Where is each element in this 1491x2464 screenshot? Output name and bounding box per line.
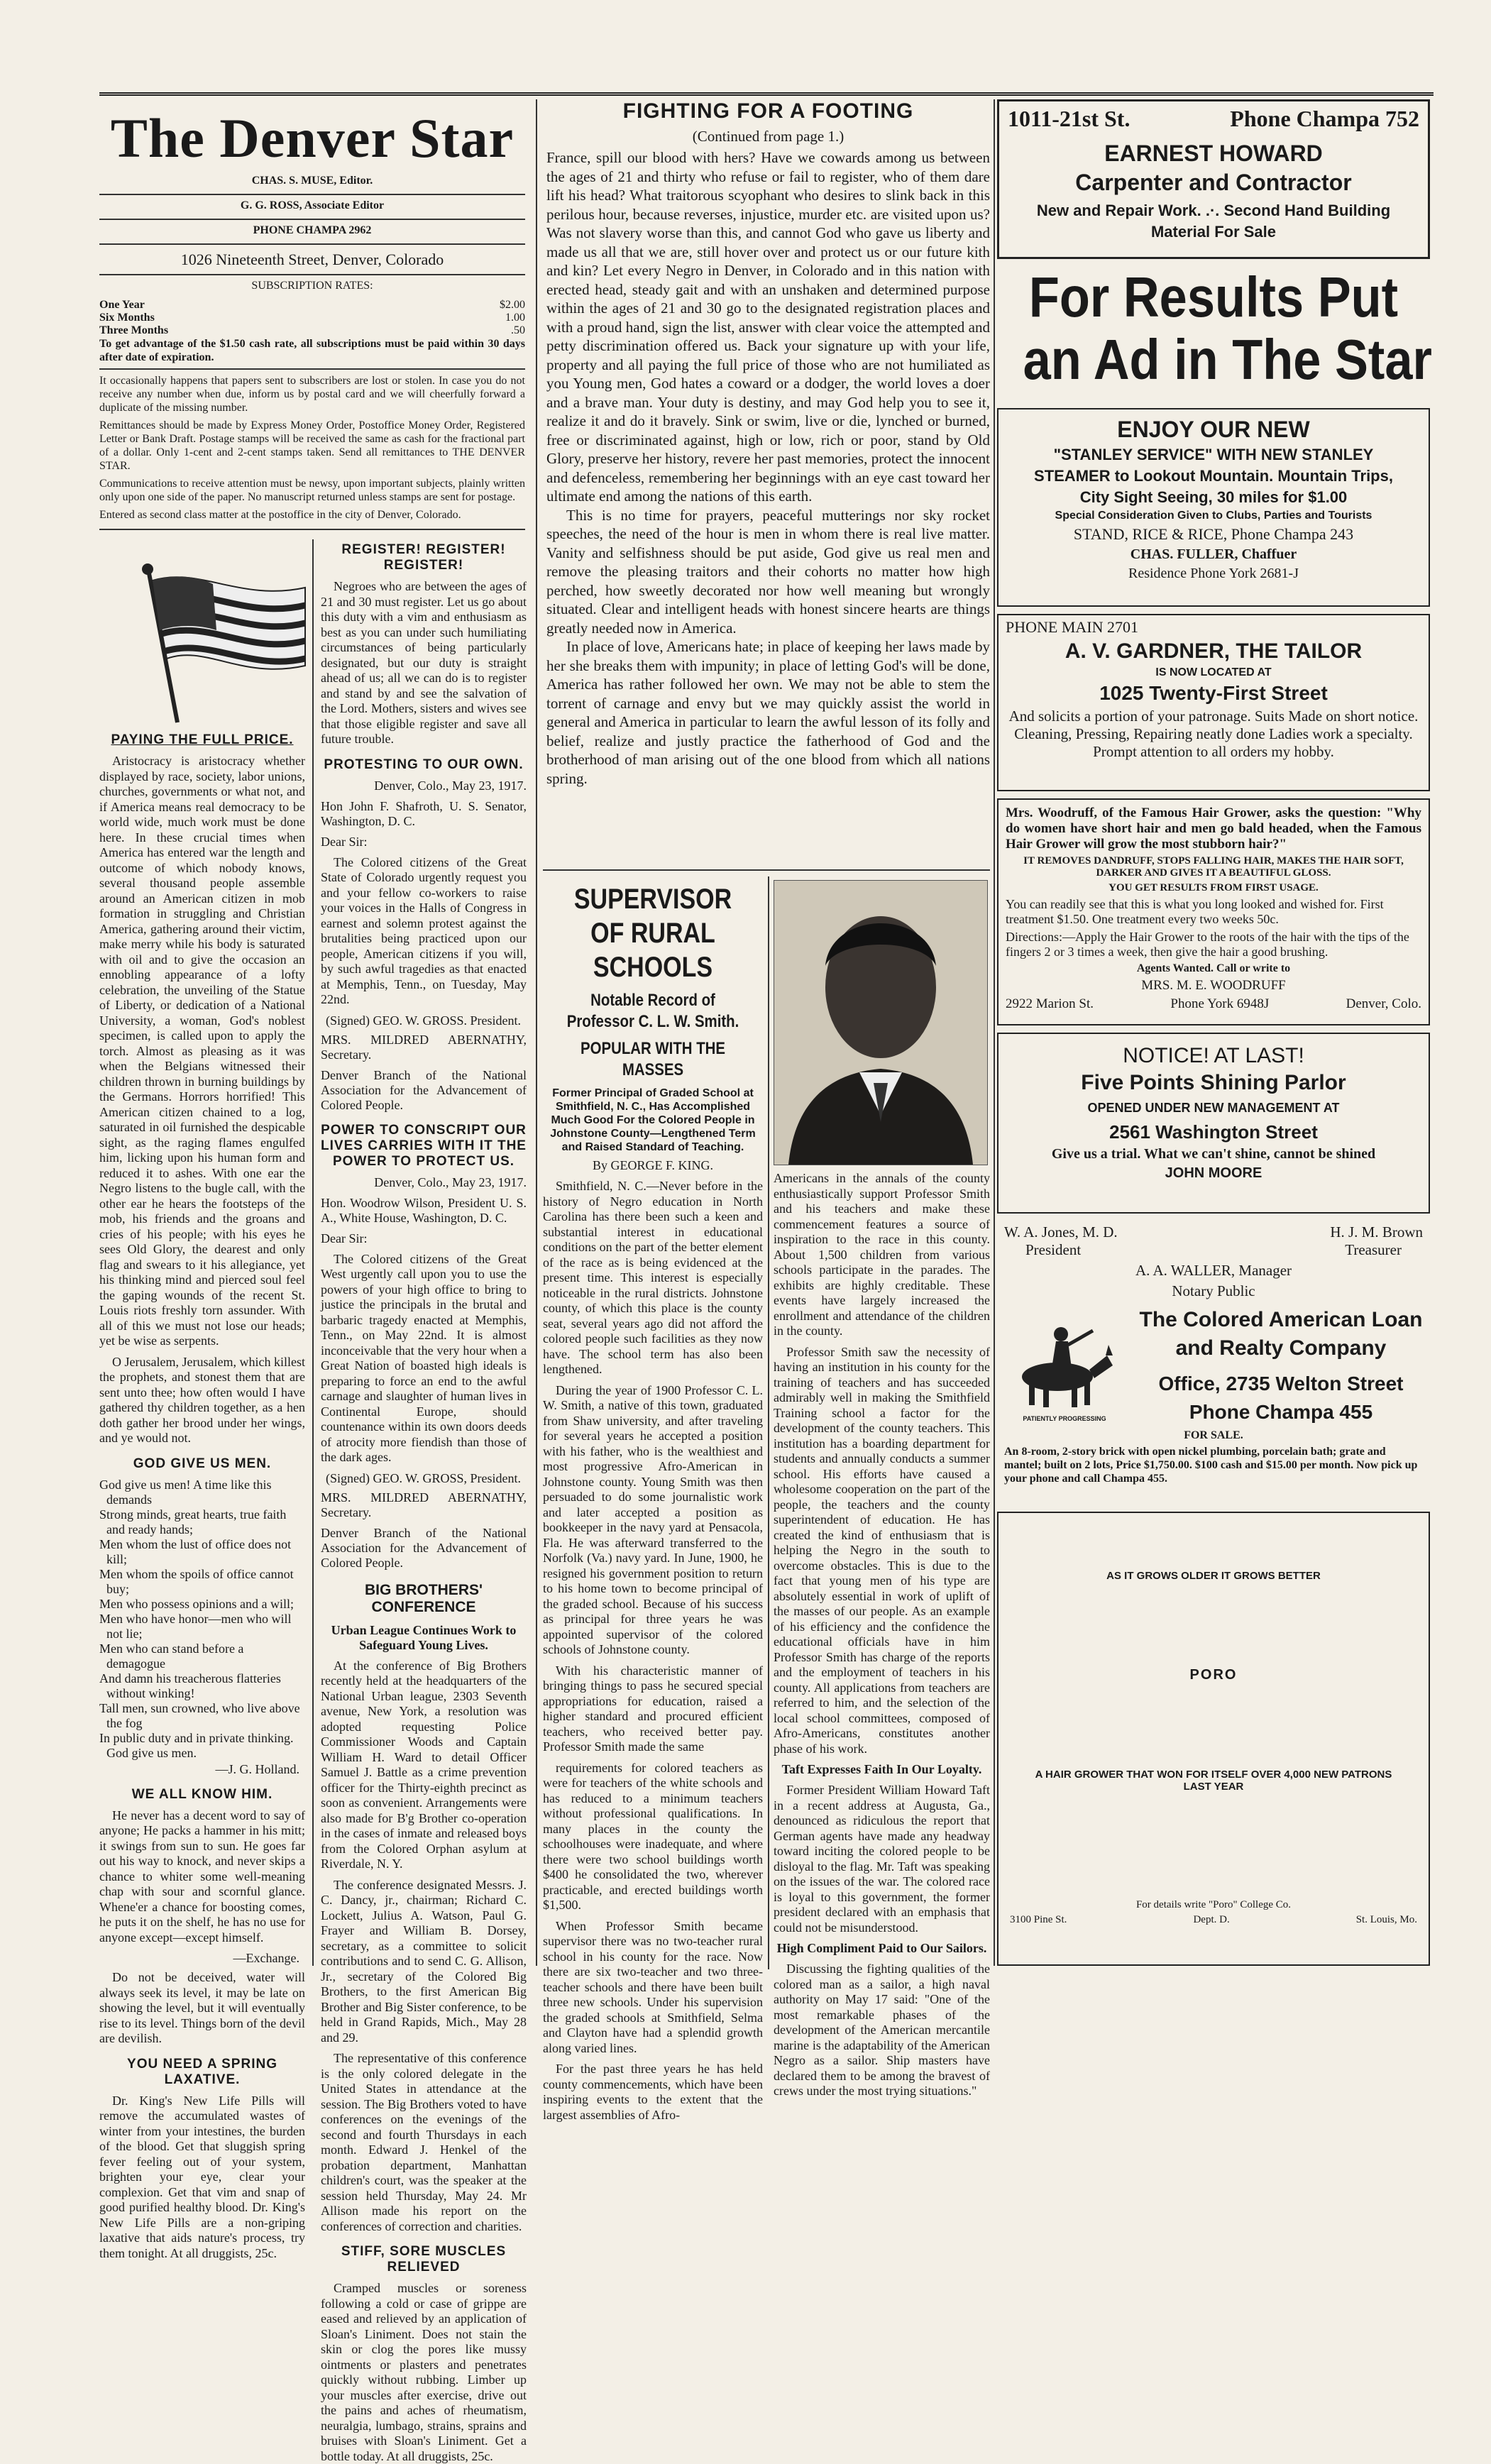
loan-company-1: The Colored American Loan <box>1139 1308 1423 1331</box>
power-title: POWER TO CONSCRIPT OUR LIVES CARRIES WITH IT THE POWER TO PROTECT US. <box>321 1122 527 1169</box>
big-brothers-body-2: The conference designated Messrs. J. C. Dancy, jr., chairman; Richard C. Lockett, Julius A. Watson, Paul G. Frayer and William B. Dorsey, secretary, as a committee to solicit contributions and to send C. G. Allison, Jr., secretary of the Colored Big Brothers, to the first American Big Brother and Big Sister conference, to be held in Grand Rapids, Mich., May 28 and 29. <box>321 1877 527 2045</box>
loan-logo <box>997 1306 1132 1426</box>
protest-secretary: MRS. MILDRED ABERNATHY, Secretary. <box>321 1032 527 1062</box>
woodruff-removes: IT REMOVES DANDRUFF, STOPS FALLING HAIR, MAKES THE HAIR SOFT, DARKER AND GIVES IT A BEAUTIFUL GLOSS. <box>1023 855 1404 879</box>
howard-phone: Phone Champa 752 <box>1230 106 1419 131</box>
column-2 <box>321 539 527 2463</box>
subscription-heading: SUBSCRIPTION RATES: <box>251 280 373 292</box>
sailor-body: Discussing the fighting qualities of the colored man as a sailor, a high naval authority on May 17 said: "One of the most remarkable phases of the development of the American mercantile marine is the adaptability of the American Negro as a sailor. Ship masters have declared them to be among the bravest of crews under the most trying situations." <box>774 1962 990 2098</box>
rate-row: Three Months .50 <box>99 324 525 336</box>
fighting-article <box>546 99 990 866</box>
god-title: GOD GIVE US MEN. <box>133 1456 272 1471</box>
power-salutation: Dear Sir: <box>321 1231 368 1245</box>
woodruff-ad <box>997 798 1430 1025</box>
portrait-photo <box>774 880 988 1165</box>
protest-recipient: Hon John F. Shafroth, U. S. Senator, Washington, D. C. <box>321 798 527 828</box>
supervisor-paragraph-3: With his characteristic manner of bringing things to pass he secured special appropriations for education, raised a higher standard and procured efficient teachers, who received better pay. Professor Smith made the same <box>543 1663 763 1754</box>
protest-date: Denver, Colo., May 23, 1917. <box>374 778 527 793</box>
loan-company-2: and Realty Company <box>1175 1336 1387 1360</box>
woodruff-name: MRS. M. E. WOODRUFF <box>1141 978 1286 993</box>
column-1 <box>99 539 305 2260</box>
supervisor-paragraph-1: Smithfield, N. C.—Never before in the history of Negro education in North Carolina has there been such a keen and substantial interest in educational conditions on the part of the better element of the race as is being evidenced at the present time. This interest is especially noticeable in the rural districts. Johnstone county, of which this place is the county seat, several years ago did not afford the colored people such facilities as they now have. The school term has also been lengthened. <box>543 1179 763 1376</box>
protest-title: PROTESTING TO OUR OWN. <box>324 757 524 772</box>
stanley-line-4: City Sight Seeing, 30 miles for $1.00 <box>1079 488 1348 506</box>
protest-salutation: Dear Sir: <box>321 834 368 849</box>
woodruff-directions: Directions:—Apply the Hair Grower to the roots of the hair with the tips of the fingers 2 or 3 times a week, then give the hair a good brushing. <box>1006 930 1409 959</box>
poro-name: PORO <box>1189 1667 1238 1683</box>
poro-details: For details write "Poro" College Co. <box>1135 1899 1292 1910</box>
poro-dept: Dept. D. <box>1193 1914 1230 1925</box>
cash-note: To get advantage of the $1.50 cash rate, all subscriptions must be paid within 30 days after date of expiration. <box>99 338 525 363</box>
supervisor-paragraph-2: During the year of 1900 Professor C. L. W. Smith, a native of this town, graduated from Shaw university, and after traveling for several years he accepted a position with his father, who is the wealthiest and most progressive Afro-American in Johnstone county. Young Smith was then persuaded to do some journalistic work and later accepted a position as bookkeeper in the navy yard at Pensacola, Fla. He was afterward transferred to the Norfolk (Va.) navy yard. In June, 1900, he resigned his government position to return to his home town to become principal of the graded school. Because of his success as principal for three years he was appointed supervisor of the colored schools of Johnstone county. <box>543 1382 763 1656</box>
column-divider <box>312 539 314 1966</box>
gardner-phone: PHONE MAIN 2701 <box>1006 618 1138 636</box>
loan-treasurer-title: Treasurer <box>1345 1241 1402 1258</box>
howard-address: 1011-21st St. <box>1008 106 1130 131</box>
loan-president-title: President <box>1025 1241 1082 1258</box>
supervisor-paragraph-6: For the past three years he has held county commencements, which have been inspiring events to the extent that the largest assemblies of Afro- <box>543 2062 763 2122</box>
stanley-ad <box>997 408 1430 607</box>
notice-communications: Communications to receive attention must be newsy, upon important subjects, plainly written only upon one side of the paper. No manuscript returned unless stamps are sent for postage. <box>99 478 525 503</box>
power-signature: (Signed) GEO. W. GROSS, President. <box>325 1470 521 1485</box>
know-body-2: Do not be deceived, water will always seek its level, it may be late on showing the level, but it will eventually rise to its level. Things born of the devil are devilish. <box>99 1970 305 2045</box>
associate-line: G. G. ROSS, Associate Editor <box>240 199 385 211</box>
loan-office: Office, 2735 Welton Street <box>1158 1373 1404 1395</box>
notice-remittance: Remittances should be made by Express Money Order, Postoffice Money Order, Registered Letter or Bank Draft. Postage stamps will be received the same as cash for the fractional part of a dollar. Only 1-cent and 2-cent stamps taken. Send all remittances to THE DENVER STAR. <box>99 419 525 472</box>
parlor-owner: JOHN MOORE <box>1165 1165 1262 1181</box>
masthead-block <box>99 99 525 525</box>
parlor-address: 2561 Washington Street <box>1109 1121 1318 1143</box>
gardner-body: And solicits a portion of your patronage. Suits Made on short notice. Cleaning, Pressing, Repairing neatly done Ladies work a specialty. Prompt attention to all orders my hobby. <box>1008 708 1419 760</box>
address-line: 1026 Nineteenth Street, Denver, Colorado <box>180 251 444 268</box>
mule-rider-icon <box>1001 1306 1128 1412</box>
loan-notary: Notary Public <box>1172 1282 1255 1299</box>
loan-motto: PATIENTLY PROGRESSING <box>1023 1415 1106 1422</box>
notice-lost: It occasionally happens that papers sent to subscribers are lost or stolen. In case you do not receive any number when due, inform us by postal card and we will cheerfully forward a duplicate of the missing number. <box>99 375 525 414</box>
supervisor-paragraph-7: Americans in the annals of the county enthusiastically support Professor Smith and his teachers and make these commencement features a source of inspiration to the race in this county. About 1,500 children from various schools participate in the parades. The exhibits are highly creditable. These events have largely increased the enrollment and attendance of the children in the county. <box>774 1171 990 1338</box>
column-divider <box>994 99 995 1966</box>
fighting-paragraph-2: This is no time for prayers, peaceful mutterings nor sky rocket speeches, the need of the hour is men in whom there is real live matter. Vanity and selfishness should be put aside, God give us real men and remove the pleasing traitors and their cohorts no matter how high perched, how sweetly decorated nor how well meaning but wrongly situated. Clear and intelligent heads with honest sincere hearts are things greatly needed now in America. <box>546 506 990 637</box>
howard-name: EARNEST HOWARD <box>1104 141 1323 166</box>
paying-title: PAYING THE FULL PRICE. <box>111 732 294 747</box>
register-body: Negroes who are between the ages of 21 and 30 must register. Let us go about this duty with a vim and enthusiasm as best as you can under such humiliating circumstances of being particularly designated, but our duty is straight ahead of us; all we can do is to register and stand by and see the salvation of the Lord. Mothers, sisters and wives see that those eligible register and save all future trouble. <box>321 579 527 746</box>
gardner-ad <box>997 614 1430 791</box>
stanley-line-2: "STANLEY SERVICE" WITH NEW STANLEY <box>1053 446 1374 463</box>
fighting-paragraph-1: France, spill our blood with hers? Have we cowards among us between the ages of 21 and thirty who refuse or fail to register, who of them dare lift his head? What traitorous scyophant who desires to slink back in this perilous hour, because reverses, injustice, murder etc. are visited upon us? Was not slavery worse than this, and cannot God who gave us liberty and made us all that we are, still hover over and protect us or our future kith and kin? Let every Negro in Denver, in Colorado and in this nation with erected head, steady gait and with an unshaken and determined purpose within the ages of 21 and 30 go to the designated registration places and with a proud hand, sign the list, answer with clear voice the attempted and petty discrimination offered us. Back your signature up with your life, property and all paying the full price of those who are not humiliated as you Young men, God hates a coward or a dodger, the world loves a doer and a brave man. Your duty is destiny, and may God help you to see it, realize it and do it bravely. Sink or swim, live or die, lynched or burned, free or discriminated against, high or low, rich or poor, stand by Old Glory, preserve her history, revere her past memories, protect the innocent and defenceless, remembering her beginnings with an eye cast toward her ultimate end among the nations of this earth. <box>546 149 990 505</box>
woodruff-street: 2922 Marion St. <box>1006 996 1094 1011</box>
rate-row: Six Months 1.00 <box>99 312 525 324</box>
fighting-continued: (Continued from page 1.) <box>692 128 844 145</box>
howard-line-2: Material For Sale <box>1150 223 1277 241</box>
paying-body: Aristocracy is aristocracy whether displayed by race, society, labor unions, churches, governments or what not, and if America means real democracy to be world wide, much work must be done here. In these crucial times when America has entered war the length and outcome of which nobody knows, several thousand people assemble around an American citizen in mob formation in struggling and Christian America, gathering around their victim, make merry while his body is saturated with oil and to give the occasion an ennobling appearance of a lofty celebration, the unveiling of the Statue of Liberty, or dedication of a National University, a woman, God's noblest specimen, is called upon to apply the torch. Almost as pleasing as it was when the Belgians witnessed their children thrown in burning buildings by the Germans. Horrors horrified! This American citizen chained to a log, saturated in oil furnished the despicable sight, as the raging flames engulfed him, licking upon his human form and reduced it to ashes. With one ear the Negro listens to the bugle call, with the other ear he hears the footsteps of the mob, his friends and the groans and cries of his people; with his eyes he sees Old Glory, the dearest and only flag and swears to it his allegiance, yet his thinking mind and pierced soul feel the gaping wounds of the recent St. Louis riots freshly torn assunder. With all of this we must not lose our heads; yet be wise as serpents. <box>99 754 305 1348</box>
column-divider <box>768 876 769 1969</box>
stiff-muscles-title: STIFF, SORE MUSCLES RELIEVED <box>341 2244 507 2275</box>
big-brothers-body: At the conference of Big Brothers recently held at the headquarters of the National Urban league, 2303 Seventh avenue, New York, a resolution was adopted requesting Police Commissioner Woods and Captain William H. Ward to detail Officer Samuel J. Battle as a crime prevention officer for the Thirty-eighth precinct as soon as convenient. Arrangements were also made for B'g Brother co-operation in the cases of inmate and released boys from the Colored Orphan asylum at Riverdale, N. Y. <box>321 1658 527 1871</box>
results-ad <box>997 266 1430 401</box>
poro-ad <box>997 1512 1430 1966</box>
supervisor-deck: Former Principal of Graded School at Smithfield, N. C., Has Accomplished Much Good For the Colored People in Johnstone County—Lengthened Term and Raised Standard of Teaching. <box>550 1087 756 1153</box>
parlor-ad <box>997 1033 1430 1214</box>
stanley-heading: ENJOY OUR NEW <box>1117 417 1310 442</box>
gardner-name: A. V. GARDNER, THE TAILOR <box>1064 639 1363 663</box>
stanley-line-3: STEAMER to Lookout Mountain. Mountain Trips, <box>1034 467 1393 485</box>
fighting-title: FIGHTING FOR A FOOTING <box>622 99 914 123</box>
power-date: Denver, Colo., May 23, 1917. <box>374 1175 527 1189</box>
god-signature: —J. G. Holland. <box>215 1761 299 1776</box>
top-rule <box>99 92 1434 96</box>
rate-row: One Year $2.00 <box>99 299 525 311</box>
american-flag-illustration <box>99 545 312 722</box>
woodruff-intro: Mrs. Woodruff, of the Famous Hair Grower, asks the question: "Why do women have short hair and men go bald headed, when the Famous Hair Grower will grow the most stubborn hair?" <box>1006 805 1421 852</box>
parlor-opened: OPENED UNDER NEW MANAGEMENT AT <box>1087 1101 1340 1115</box>
stanley-line-7: CHAS. FULLER, Chaffuer <box>1130 546 1297 562</box>
supervisor-byline: By GEORGE F. KING. <box>592 1158 714 1172</box>
results-line-1: For Results Put <box>1028 265 1399 329</box>
loan-ad <box>997 1221 1430 1501</box>
stanley-line-6: STAND, RICE & RICE, Phone Champa 243 <box>1073 525 1354 543</box>
gardner-now: IS NOW LOCATED AT <box>1155 666 1272 678</box>
article-rule <box>543 869 990 871</box>
big-brothers-body-3: The representative of this conference is the only colored delegate in the United States in attendance at the session. The Big Brothers voted to have conferences on the evenings of the second and fourth Thursdays in each month. Edward J. Henkel of the probation department, Manhattan children's court, was the speaker at the session held Thursday, May 24. Mr Allison made his report on the conferences of correction and charities. <box>321 2051 527 2233</box>
parlor-trial: Give us a trial. What we can't shine, cannot be shined <box>1051 1146 1376 1162</box>
power-body: The Colored citizens of the Great West urgently call upon you to use the powers of your high office to bring to justice the principals in the brutal and barbaric tragedy enacted at Memphis, Tenn., on May 22nd. It is almost inconceivable that the very hour when a Great Nation of boasted high ideals is preparing to force an end to the awful carnage and slaughter of human lives in Continental Europe, should countenance within its own doors deeds of atrocity more fiendish than those of the dark ages. <box>321 1251 527 1464</box>
loan-phone: Phone Champa 455 <box>1189 1401 1373 1423</box>
sailor-title: High Compliment Paid to Our Sailors. <box>776 1941 987 1955</box>
woodruff-body: You can readily see that this is what you long looked and wished for. First treatment $1.50. One treatment every two weeks 50c. <box>1006 897 1384 926</box>
supervisor-paragraph-5: When Professor Smith became supervisor there was no two-teacher rural school in his county for the race. Now there are six two-teacher and two three-teacher schools and there have been built three new schools. Under his supervision the graded schools at Smithfield, Selma and Clayton have had a splendid growth along varied lines. <box>543 1918 763 2055</box>
column-divider <box>536 99 537 1966</box>
fighting-paragraph-3: In place of love, Americans hate; in place of keeping her laws made by her she breaks them with impunity; in place of letting God's will be done, America has rather followed her own. We may not be able to stem the torrent of carnage and envy but we may quickly assist the world in general and America in particular to learn the awful lesson of its folly and belief, realize and justly practice the fatherhood of God and the brotherhood of man arising out of the one blood from which all nations spring. <box>546 638 990 787</box>
laxative-body: Dr. King's New Life Pills will remove the accumulated wastes of winter from your intestines, the burden of the blood. Get that sluggish spring fever feeling out of your system, brighten your eye, clear your complexion. Get that vim and snap of good purified healthy blood. Dr. King's New Life Pills are a non-griping laxative that aids nature's process, try them tonight. At all druggists, 25c. <box>99 2093 305 2260</box>
stanley-line-8: Residence Phone York 2681-J <box>1128 566 1299 581</box>
loan-body: An 8-room, 2-story brick with open nickel plumbing, porcelain bath; grate and mantel; built on 2 lots, Price $1,750.00. $100 cash and $15.00 per month. Now pick up your phone and call Champa 455. <box>1004 1446 1418 1485</box>
results-line-2: an Ad in The Star <box>1023 328 1432 391</box>
know-title: WE ALL KNOW HIM. <box>131 1786 273 1802</box>
woodruff-results: YOU GET RESULTS FROM FIRST USAGE. <box>1108 882 1319 893</box>
power-secretary: MRS. MILDRED ABERNATHY, Secretary. <box>321 1490 527 1519</box>
woodruff-agents: Agents Wanted. Call or write to <box>1136 962 1291 974</box>
loan-treasurer-name: H. J. M. Brown <box>1330 1223 1423 1241</box>
supervisor-column-b <box>774 1171 990 2098</box>
taft-title: Taft Expresses Faith In Our Loyalty. <box>781 1762 982 1776</box>
poro-street: 3100 Pine St. <box>1010 1914 1067 1925</box>
know-body: He never has a decent word to say of anyone; He packs a hammer in his mitt; it swings from sun to sun. He goes far out his way to knock, and never skips a chance to whiter some well-meaning chap with sour and scornful glance. Whene'er a chance for boosting comes, he puts it on the shelf, he has no use for anyone except—except himself. <box>99 1808 305 1945</box>
laxative-title: YOU NEED A SPRING LAXATIVE. <box>127 2056 277 2087</box>
protest-signature: (Signed) GEO. W. GROSS. President. <box>325 1013 521 1028</box>
howard-ad <box>997 99 1430 259</box>
protest-body: The Colored citizens of the Great State of Colorado urgently request you and your fellow co-workers to raise your voices in the Halls of Congress in earnest and solemn protest against the brutalities being practiced upon our people, American citizens if you will, by such awful tragedies as that enacted at Memphis, Tenn., on Tuesday, May 22nd. <box>321 854 527 1006</box>
loan-for-sale: FOR SALE. <box>1184 1429 1243 1441</box>
power-branch: Denver Branch of the National Association for the Advancement of Colored People. <box>321 1525 527 1570</box>
rate-list <box>99 299 525 337</box>
editor-line: CHAS. S. MUSE, Editor. <box>251 175 373 187</box>
supervisor-title: SUPERVISOR OF RURAL SCHOOLS <box>573 884 732 983</box>
poro-city: St. Louis, Mo. <box>1355 1914 1417 1925</box>
parlor-notice: NOTICE! AT LAST! <box>1123 1044 1304 1067</box>
masthead-title: The Denver Star <box>110 107 515 169</box>
howard-line-1: New and Repair Work. .·. Second Hand Building <box>1036 202 1391 219</box>
phone-line: PHONE CHAMPA 2962 <box>253 224 372 236</box>
know-signature: —Exchange. <box>233 1951 299 1965</box>
poro-patrons: A HAIR GROWER THAT WON FOR ITSELF OVER 4,000 NEW PATRONS LAST YEAR <box>1035 1769 1392 1793</box>
gardner-address: 1025 Twenty-First Street <box>1099 682 1328 704</box>
supervisor-subtitle-2: POPULAR WITH THE MASSES <box>581 1039 725 1079</box>
masthead-rule <box>99 529 525 530</box>
power-recipient: Hon. Woodrow Wilson, President U. S. A., White House, Washington, D. C. <box>321 1195 527 1225</box>
big-brothers-title: BIG BROTHERS' CONFERENCE <box>364 1581 483 1615</box>
loan-manager: A. A. WALLER, Manager <box>1135 1262 1292 1279</box>
protest-branch: Denver Branch of the National Association for the Advancement of Colored People. <box>321 1067 527 1112</box>
supervisor-paragraph-4: requirements for colored teachers as were for teachers of the white schools and has reduced to a minimum teachers without professional qualifications. In many places in the county the schoolhouses were inadequate, and where there were two school buildings worth $400 he consolidated the two, wherever practicable, and erected buildings worth $1,500. <box>543 1760 763 1912</box>
loan-president-name: W. A. Jones, M. D. <box>1004 1223 1118 1241</box>
big-brothers-subtitle: Urban League Continues Work to Safeguard Young Lives. <box>331 1622 517 1652</box>
parlor-name: Five Points Shining Parlor <box>1081 1071 1346 1094</box>
notice-entered: Entered as second class matter at the postoffice in the city of Denver, Colorado. <box>99 509 461 521</box>
supervisor-subtitle: Notable Record of Professor C. L. W. Smith. <box>566 991 739 1031</box>
supervisor-paragraph-8: Professor Smith saw the necessity of having an institution in his county for the training of teachers and has succeeded admirably well in making the Smithfield Training school a factor for the development of the county teachers. This institution has a boarding department for students and annually conducts a summer school. His efforts have caused a wholesome cooperation on the part of the people, the teachers and the county superintendent of education. He has created the kind of enthusiasm that is helping the Negro in the south to overcome obstacles. This is due to the fact that young men of his type are absolutely essential in work of uplift of the masses of our people. As an example of his efficiency and the confidence the educational officials have in him Professor Smith has charge of the reports and the employment of teachers in his county. All applications from teachers are referred to him, and the selection of the local school committees, composed of Afro-Americans, constitutes another phase of his work. <box>774 1344 990 1756</box>
stanley-line-5: Special Consideration Given to Clubs, Parties and Tourists <box>1055 510 1372 522</box>
god-poem: God give us men! A time like this demands Strong minds, great hearts, true faith and ready hands; Men whom the lust of office does not kill; Men whom the spoils of office cannot buy; Men who possess opinions and a will; Men who have honor—men who will not lie; Men who can stand before a demagogue And damn his treacherous flatteries without winking! Tall men, sun crowned, who live above the fog In public duty and in private thinking. God give us men. <box>99 1477 300 1760</box>
howard-trade: Carpenter and Contractor <box>1075 170 1352 195</box>
stiff-muscles-body: Cramped muscles or soreness following a cold or case of grippe are eased and relieved by an application of Sloan's Liniment. Does not stain the skin or clog the pores like mussy ointments or plasters and penetrates quickly without rubbing. Limber up your muscles after exercise, drive out the pains and aches of rheumatism, neuralgia, lumbago, strains, sprains and bruises with Sloan's Liniment. Get a bottle today. At all druggists, 25c. <box>321 2281 527 2463</box>
taft-body: Former President William Howard Taft in a recent address at Augusta, Ga., denounced as ridiculous the report that German agents have made any headway toward inciting the colored people to be disloyal to the flag. Mr. Taft was speaking on the issues of the war. The colored race is loyal to this government, the former president declared with an emphasis that could not be misunderstood. <box>774 1783 990 1935</box>
paying-body-2: O Jerusalem, Jerusalem, which killest the prophets, and stonest them that are sent unto thee; how often would I have gathered thy children together, as a hen doth gather her brood under her wings, and ye would not. <box>99 1354 305 1445</box>
poro-tagline: AS IT GROWS OLDER IT GROWS BETTER <box>1106 1570 1321 1582</box>
register-title: REGISTER! REGISTER! REGISTER! <box>341 542 506 573</box>
woodruff-phone: Phone York 6948J <box>1170 996 1270 1011</box>
supervisor-column-a <box>543 876 763 2122</box>
woodruff-city: Denver, Colo. <box>1346 996 1421 1011</box>
